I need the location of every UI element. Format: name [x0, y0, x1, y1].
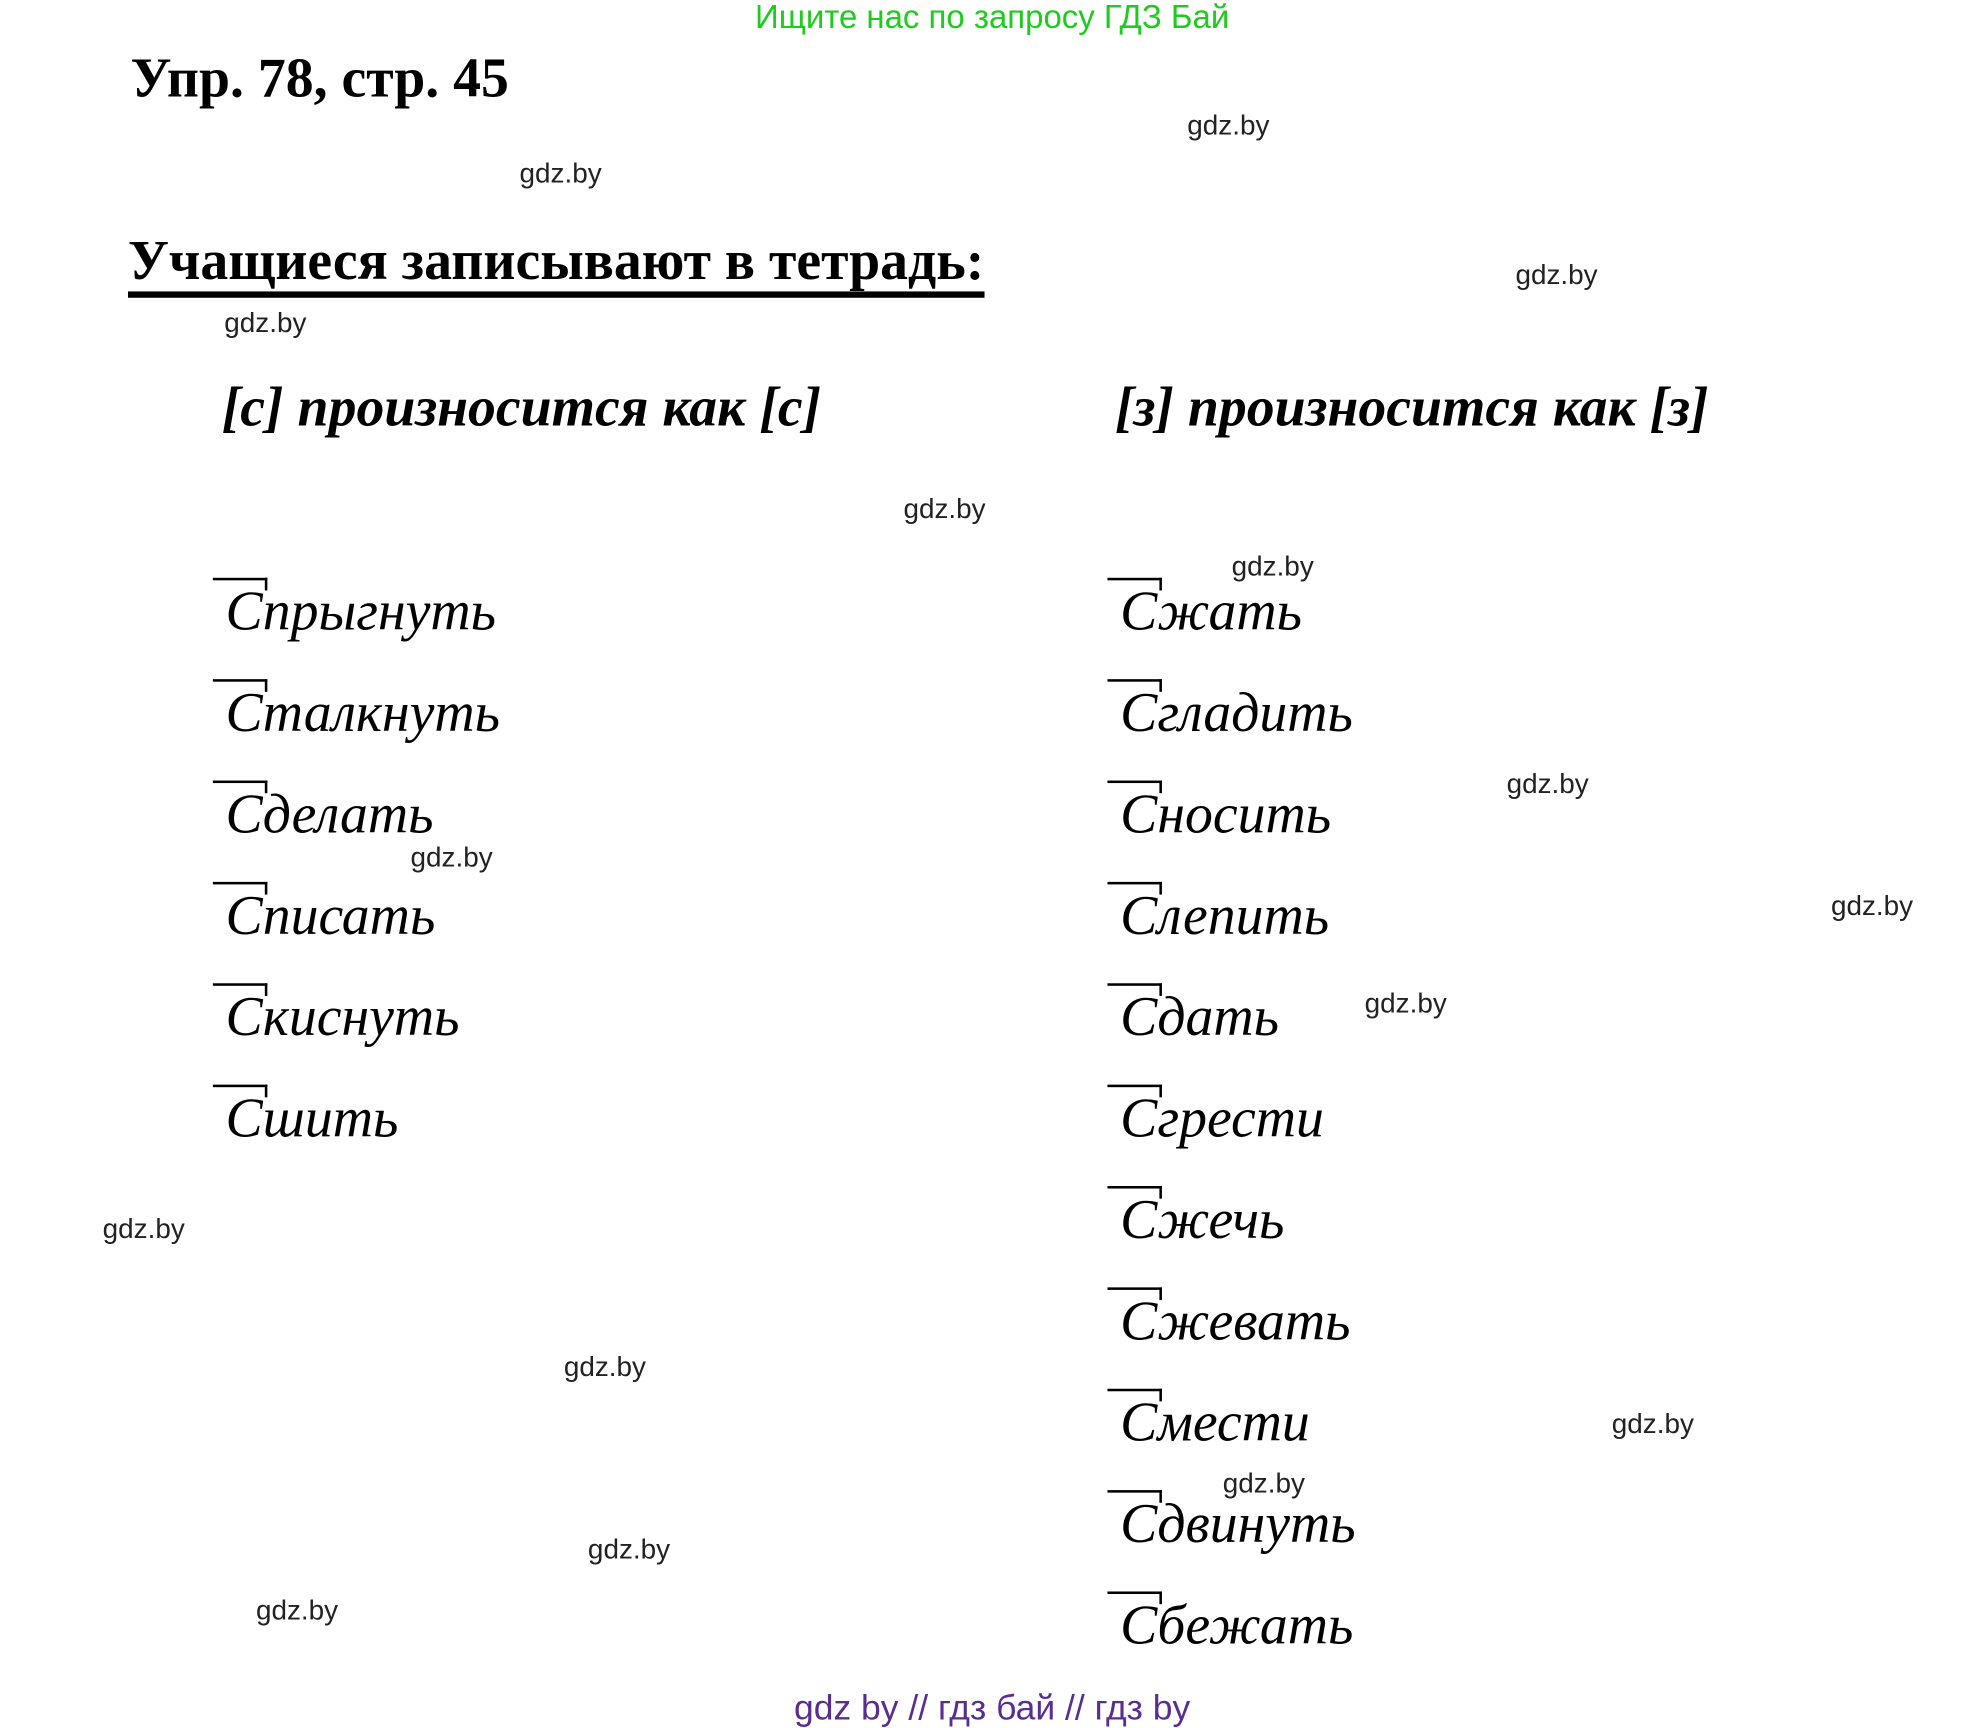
exercise-title: Упр. 78, стр. 45 [130, 46, 509, 109]
watermark: gdz.by [587, 1533, 671, 1565]
word-rest: жечь [1157, 1188, 1285, 1251]
word-rest: гладить [1157, 681, 1353, 744]
watermark: gdz.by [563, 1350, 647, 1383]
marked-letter: С [1120, 1391, 1158, 1454]
marked-letter: С [225, 985, 263, 1048]
marked-letter: С [225, 783, 263, 846]
marked-letter: С [1120, 1594, 1158, 1657]
word-item [1120, 884, 1329, 947]
word-item [1120, 1391, 1310, 1454]
watermark: gdz.by [1222, 1467, 1305, 1499]
word-item [226, 580, 497, 643]
marked-letter: С [1120, 1087, 1158, 1150]
marked-letter: С [1120, 580, 1158, 643]
word-item [226, 1087, 399, 1150]
marked-letter: С [225, 681, 263, 744]
right-column-heading: [з] произносится как [з] [1115, 376, 1709, 439]
word-rest: киснуть [262, 985, 460, 1048]
marked-letter: С [225, 580, 263, 643]
word-item [1120, 783, 1331, 846]
word-rest: талкнуть [262, 681, 501, 744]
watermark: gdz.by [1231, 549, 1314, 582]
marked-letter: С [1120, 985, 1158, 1048]
watermark: gdz.by [255, 1594, 339, 1626]
marked-letter: С [225, 884, 263, 947]
watermark: gdz.by [903, 492, 986, 525]
marked-letter: С [1120, 681, 1158, 744]
word-item [226, 884, 436, 947]
word-rest: бежать [1157, 1594, 1354, 1657]
watermark: gdz.by [1187, 108, 1270, 141]
word-rest: лепить [1157, 884, 1330, 947]
word-item [1120, 1493, 1356, 1556]
word-rest: носить [1157, 783, 1332, 846]
watermark: gdz.by [1506, 767, 1589, 800]
footer-links: gdz by // гдз бай // гдз by [793, 1687, 1191, 1728]
word-rest: жать [1157, 580, 1302, 643]
watermark: gdz.by [224, 306, 307, 339]
word-item [1120, 1594, 1353, 1657]
watermark: gdz.by [1364, 987, 1447, 1019]
watermark: gdz.by [1515, 258, 1598, 291]
search-banner: Ищите нас по запросу ГДЗ Бай [755, 0, 1230, 36]
word-item [1120, 1087, 1324, 1150]
word-rest: двинуть [1157, 1492, 1356, 1555]
word-item [226, 783, 434, 846]
word-item [226, 986, 460, 1049]
word-rest: мести [1157, 1391, 1310, 1454]
word-rest: делать [262, 783, 434, 846]
marked-letter: С [1120, 1188, 1158, 1251]
word-item [1120, 986, 1279, 1049]
watermark: gdz.by [1611, 1407, 1694, 1440]
word-rest: прыгнуть [262, 580, 497, 643]
word-item [1120, 1290, 1350, 1353]
marked-letter: С [225, 1087, 263, 1150]
word-item [1120, 682, 1353, 745]
word-item [1120, 580, 1302, 643]
section-heading: Учащиеся записывают в тетрадь: [128, 231, 984, 298]
word-rest: дать [1157, 985, 1280, 1048]
marked-letter: С [1120, 884, 1158, 947]
word-rest: шить [262, 1087, 399, 1150]
watermark: gdz.by [1830, 889, 1914, 922]
watermark: gdz.by [410, 841, 493, 874]
marked-letter: С [1120, 783, 1158, 846]
watermark: gdz.by [519, 157, 602, 189]
word-item [226, 682, 500, 745]
marked-letter: С [1120, 1492, 1158, 1555]
word-rest: грести [1157, 1087, 1324, 1150]
watermark: gdz.by [102, 1212, 185, 1245]
word-rest: жевать [1157, 1289, 1351, 1352]
left-column-heading: [с] произносится как [с] [221, 376, 822, 439]
word-item [1120, 1189, 1284, 1252]
word-rest: писать [262, 884, 436, 947]
marked-letter: С [1120, 1289, 1158, 1352]
